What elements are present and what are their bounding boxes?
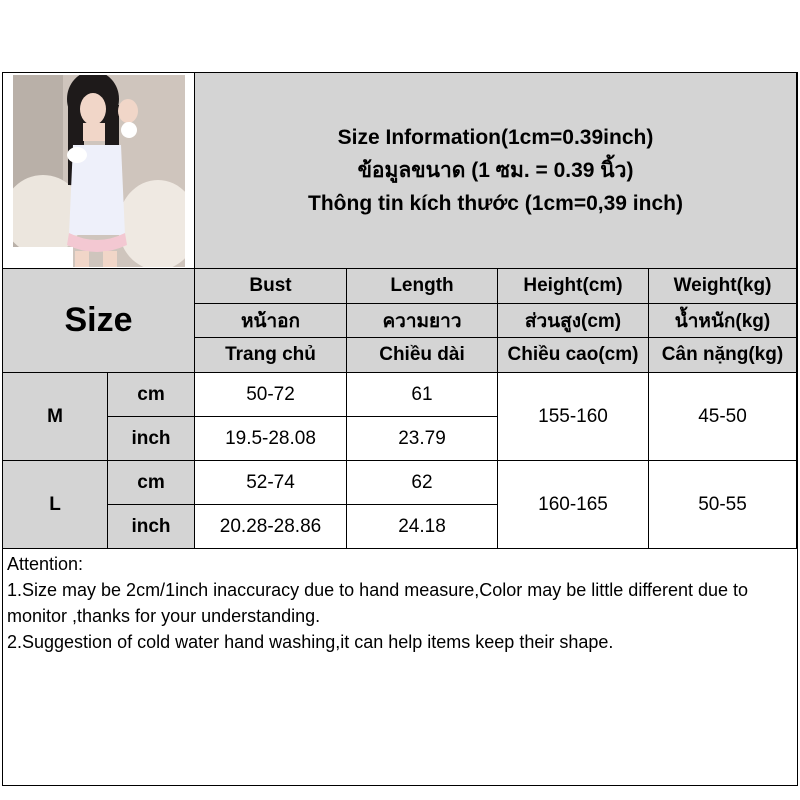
- size-m-length-inch: 23.79: [347, 417, 498, 461]
- size-m-unit-inch: inch: [108, 417, 195, 461]
- header-height-th: ส่วนสูง(cm): [498, 304, 649, 338]
- size-m-unit-cm: cm: [108, 373, 195, 417]
- header-bust-th: หน้าอก: [195, 304, 347, 338]
- size-l-height: 160-165: [498, 461, 649, 549]
- size-l-bust-inch: 20.28-28.86: [195, 505, 347, 549]
- title-thai: ข้อมูลขนาด (1 ซม. = 0.39 นิ้ว): [357, 159, 634, 182]
- title-box: [195, 73, 797, 269]
- header-length-en: Length: [347, 269, 498, 304]
- header-weight-en: Weight(kg): [649, 269, 797, 304]
- header-weight-vi: Cân nặng(kg): [649, 338, 797, 373]
- header-bust-en: Bust: [195, 269, 347, 304]
- size-m-bust-inch: 19.5-28.08: [195, 417, 347, 461]
- header-length-th: ความยาว: [347, 304, 498, 338]
- attention-notes: [3, 549, 797, 657]
- size-l-unit-inch: inch: [108, 505, 195, 549]
- size-l-label: L: [3, 461, 108, 549]
- header-height-en: Height(cm): [498, 269, 649, 304]
- size-m-weight: 45-50: [649, 373, 797, 461]
- size-m-bust-cm: 50-72: [195, 373, 347, 417]
- size-l-length-cm: 62: [347, 461, 498, 505]
- size-m-label: M: [3, 373, 108, 461]
- title-vietnamese: Thông tin kích thước (1cm=0,39 inch): [308, 192, 683, 215]
- notes-line-1: 1.Size may be 2cm/1inch inaccuracy due to hand measure,Color may be little different due to monitor ,thanks for your understanding.: [7, 580, 749, 626]
- size-l-length-inch: 24.18: [347, 505, 498, 549]
- header-length-vi: Chiều dài: [347, 338, 498, 373]
- header-height-vi: Chiều cao(cm): [498, 338, 649, 373]
- photo-cell: [3, 73, 195, 269]
- notes-heading: Attention:: [7, 554, 84, 574]
- header-bust-vi: Trang chủ: [195, 338, 347, 373]
- notes-line-2: 2.Suggestion of cold water hand washing,it can help items keep their shape.: [7, 632, 614, 652]
- size-l-weight: 50-55: [649, 461, 797, 549]
- size-l-bust-cm: 52-74: [195, 461, 347, 505]
- size-chart: [2, 72, 798, 786]
- size-header: Size: [3, 269, 195, 373]
- size-m-length-cm: 61: [347, 373, 498, 417]
- size-l-unit-cm: cm: [108, 461, 195, 505]
- size-m-height: 155-160: [498, 373, 649, 461]
- title-english: Size Information(1cm=0.39inch): [337, 126, 654, 149]
- header-weight-th: น้ำหนัก(kg): [649, 304, 797, 338]
